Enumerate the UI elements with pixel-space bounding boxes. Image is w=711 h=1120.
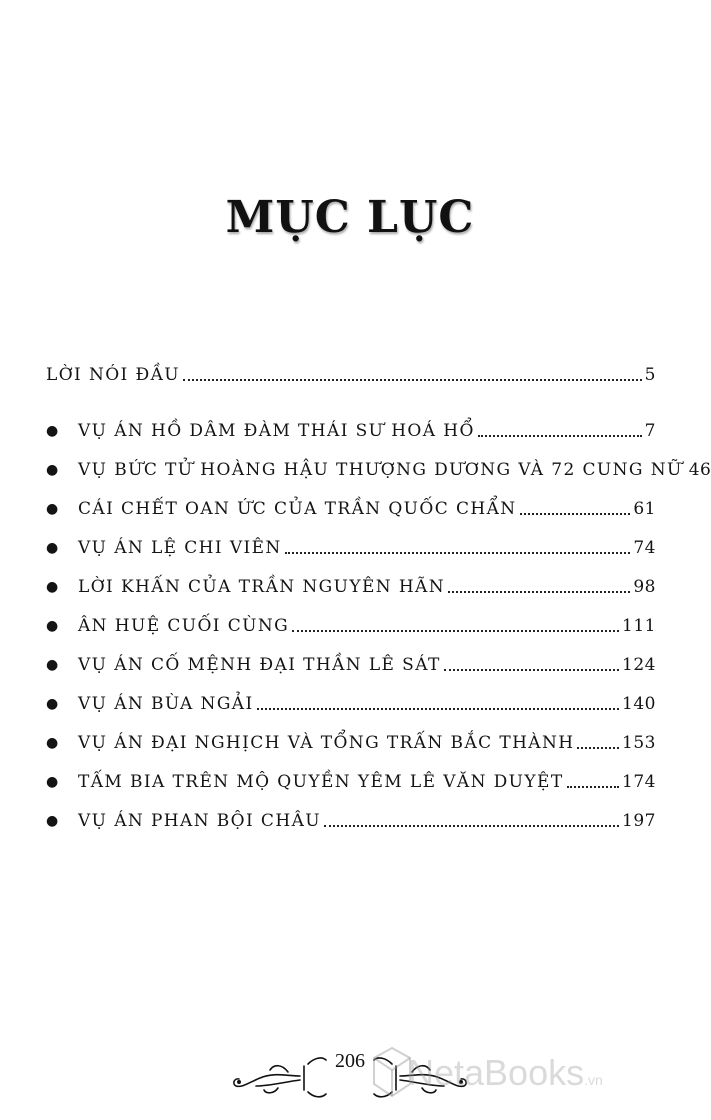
toc-page-number: 5	[644, 365, 656, 385]
toc-entry-title: VỤ BỨC TỬ HOÀNG HẬU THƯỢNG DƯƠNG VÀ 72 CUNG NỮ	[78, 460, 683, 480]
toc-entry-title: CÁI CHẾT OAN ỨC CỦA TRẦN QUỐC CHẨN	[78, 499, 517, 519]
toc-page-number: 98	[633, 577, 656, 597]
toc-entry-title: LỜI NÓI ĐẦU	[46, 365, 181, 385]
toc-entry-row[interactable]	[46, 568, 656, 598]
dot-leader	[444, 668, 619, 671]
dot-leader	[567, 785, 619, 788]
toc-page-number: 197	[622, 811, 656, 831]
bullet-icon: ●	[46, 618, 60, 634]
bullet-icon: ●	[46, 579, 60, 595]
watermark-name: NetaBooks	[408, 1052, 585, 1093]
dot-leader	[292, 629, 619, 632]
watermark	[408, 1052, 603, 1094]
toc-entry-title: LỜI KHẤN CỦA TRẦN NGUYÊN HÃN	[78, 577, 446, 597]
toc-intro-row[interactable]	[46, 356, 656, 386]
toc-page-number: 46	[688, 460, 711, 480]
dot-leader	[285, 551, 631, 554]
toc-entry-row[interactable]	[46, 412, 656, 442]
toc-page-number: 7	[644, 421, 656, 441]
toc-entry-row[interactable]	[46, 490, 656, 520]
bullet-icon: ●	[46, 462, 60, 478]
bullet-icon: ●	[46, 657, 60, 673]
toc-entry-title: VỤ ÁN ĐẠI NGHỊCH VÀ TỔNG TRẤN BẮC THÀNH	[78, 733, 575, 753]
bullet-icon: ●	[46, 423, 60, 439]
toc-entry-row[interactable]	[46, 451, 711, 481]
dot-leader	[577, 746, 619, 749]
toc-entry-title: TẤM BIA TRÊN MỘ QUYỀN YÊM LÊ VĂN DUYỆT	[78, 772, 564, 792]
dot-leader	[520, 512, 631, 515]
toc-entry-row[interactable]	[46, 646, 656, 676]
dot-leader	[183, 378, 642, 381]
bullet-icon: ●	[46, 774, 60, 790]
toc-entry-title: VỤ ÁN LỆ CHI VIÊN	[78, 538, 282, 558]
toc-entry-title: VỤ ÁN BÙA NGẢI	[78, 694, 254, 714]
toc-page-number: 61	[633, 499, 656, 519]
watermark-suffix: .vn	[584, 1072, 603, 1088]
dot-leader	[448, 590, 630, 593]
bullet-icon: ●	[46, 813, 60, 829]
page-number: 206	[335, 1050, 365, 1072]
bullet-icon: ●	[46, 540, 60, 556]
toc-page-number: 174	[622, 772, 656, 792]
toc-page-number: 111	[622, 616, 656, 636]
toc-entry-row[interactable]	[46, 763, 656, 793]
toc-entry-row[interactable]	[46, 685, 656, 715]
page-title: MỤC LỤC	[225, 192, 475, 243]
toc-page-number: 124	[622, 655, 656, 675]
bullet-icon: ●	[46, 501, 60, 517]
toc-entry-row[interactable]	[46, 607, 656, 637]
toc-page-number: 153	[622, 733, 656, 753]
toc-page-number: 74	[633, 538, 656, 558]
toc-entry-title: ÂN HUỆ CUỐI CÙNG	[78, 616, 290, 636]
toc-entry-row[interactable]	[46, 802, 656, 832]
toc-entry-title: VỤ ÁN CỐ MỆNH ĐẠI THẦN LÊ SÁT	[78, 655, 441, 675]
toc-entry-title: VỤ ÁN PHAN BỘI CHÂU	[78, 811, 321, 831]
bullet-icon: ●	[46, 735, 60, 751]
toc-page-number: 140	[622, 694, 656, 714]
dot-leader	[478, 434, 642, 437]
toc-entry-row[interactable]	[46, 529, 656, 559]
toc-entry-row[interactable]	[46, 724, 656, 754]
dot-leader	[257, 707, 619, 710]
dot-leader	[324, 824, 619, 827]
toc-entry-title: VỤ ÁN HỒ DÂM ĐÀM THÁI SƯ HOÁ HỔ	[78, 421, 475, 441]
bullet-icon: ●	[46, 696, 60, 712]
